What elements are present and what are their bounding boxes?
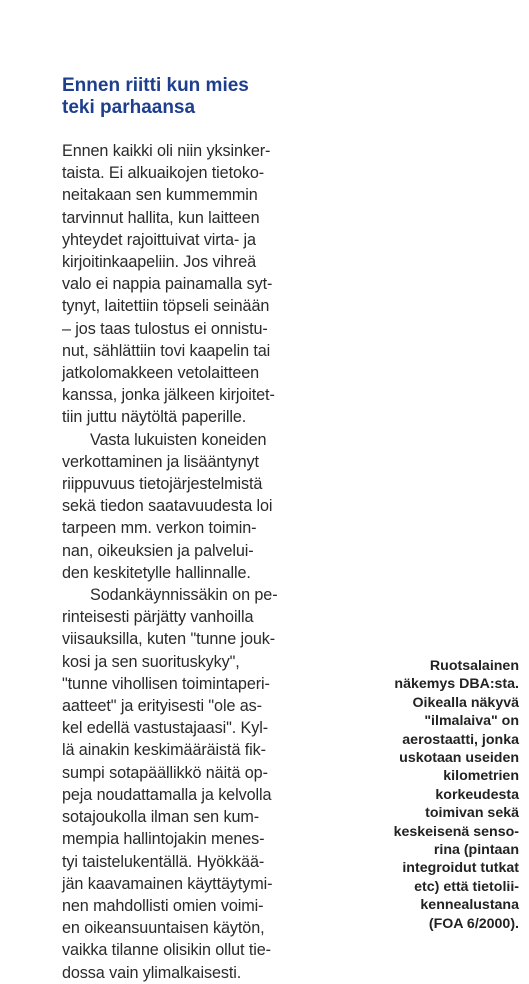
caption-line: Oikealla näkyvä — [412, 694, 519, 711]
article-heading — [62, 75, 332, 119]
caption-line: Ruotsalainen — [429, 658, 519, 674]
article-heading-line: Ennen riitti kun mies — [62, 75, 249, 96]
article-body-line: kosi ja sen suorituskyky", — [62, 652, 240, 671]
caption-line: keskeisenä senso- — [393, 823, 519, 840]
article-body-line: Sodankäynnissäkin on pe- — [90, 586, 278, 605]
caption-line: integroidut tutkat — [402, 860, 519, 877]
article-body-line: aatteet" ja erityisesti "ole as- — [62, 697, 262, 716]
article-body-line: nan, oikeuksien ja palvelui- — [62, 541, 254, 560]
article-body-line: "tunne vihollisen toimintaperi- — [62, 674, 270, 693]
article-body-line: rinteisesti pärjätty vanhoilla — [62, 608, 254, 627]
article-body-line: yhteydet rajoittuivat virta- ja — [62, 230, 256, 249]
article-body-line: tyi taistelukentällä. Hyökkää- — [62, 852, 265, 871]
article-body-line: valo ei nappia painamalla syt- — [62, 275, 273, 294]
article-body-line: tynyt, laitettiin töpseli seinään — [62, 297, 270, 316]
article-body-line: tarpeen mm. verkon toimin- — [62, 519, 257, 538]
article-body-line: Ennen kaikki oli niin yksinker- — [62, 142, 271, 160]
caption-line: näkemys DBA:sta. — [394, 676, 519, 693]
article-body-line: vaikka tilanne olisikin ollut tie- — [62, 941, 271, 960]
article-body-line: dossa vain ylimalkaisesti. — [62, 963, 242, 982]
article-body-line: nut, sählättiin tovi kaapelin tai — [62, 341, 271, 360]
article-body-line: – jos taas tulostus ei onnistu- — [62, 319, 268, 338]
article-body-line: lä ainakin keskimääräistä fik- — [62, 741, 266, 760]
article-body-line: jatkolomakkeen vetolaitteen — [62, 364, 260, 383]
article-body-line: sekä tiedon saatavuudesta loi — [62, 497, 273, 516]
article-body-line: sotajoukolla ilman sen kum- — [62, 808, 260, 827]
article-body-line: tiin juttu näytöltä paperille. — [62, 408, 247, 427]
caption-line: uskotaan useiden — [399, 750, 519, 767]
article-body-line: kel edellä vastustajaasi". Kyl- — [62, 719, 268, 738]
article-body-line: kanssa, jonka jälkeen kirjoitet- — [62, 386, 275, 405]
caption-line: toimivan sekä — [425, 805, 519, 822]
article-body — [62, 140, 338, 984]
caption-line: rina (pintaan — [433, 842, 519, 859]
caption-line: kilometrien — [443, 768, 519, 785]
article-body-line: verkottaminen ja lisääntynyt — [62, 452, 259, 471]
article-body-line: nen mahdollisti omien voimi- — [62, 896, 264, 915]
article-body-line: viisauksilla, kuten "tunne jouk- — [62, 630, 276, 649]
article-body-line: taista. Ei alkuaikojen tietoko- — [62, 164, 265, 183]
article-body-line: riippuvuus tietojärjestelmistä — [62, 475, 263, 494]
caption-line: "ilmalaiva" on — [424, 713, 519, 730]
article-body-line: en oikeansuuntaisen käytön, — [62, 919, 265, 938]
caption-line: (FOA 6/2000). — [428, 915, 519, 932]
article-body-line: neitakaan sen kummemmin — [62, 186, 258, 205]
article-heading-line: teki parhaansa — [62, 97, 196, 118]
article-body-line: kirjoitinkaapeliin. Jos vihreä — [62, 253, 257, 272]
caption-line: aerostaatti, jonka — [402, 731, 519, 748]
article-body-line: den keskitetylle hallinnalle. — [62, 563, 251, 582]
caption-line: kennealustana — [420, 897, 519, 914]
caption-line: etc) että tietolii- — [414, 878, 519, 895]
article-body-line: peja noudattamalla ja kelvolla — [62, 785, 272, 804]
article-body-line: jän kaavamainen käyttäytymi- — [62, 874, 273, 893]
caption-line: korkeudesta — [435, 786, 519, 803]
article-body-line: Vasta lukuisten koneiden — [90, 430, 267, 449]
article-body-line: sumpi sotapäällikkö näitä op- — [62, 763, 268, 782]
image-caption — [349, 657, 519, 933]
article-body-line: tarvinnut hallita, kun laitteen — [62, 208, 260, 227]
article-body-line: mempia hallintojakin menes- — [62, 830, 265, 849]
